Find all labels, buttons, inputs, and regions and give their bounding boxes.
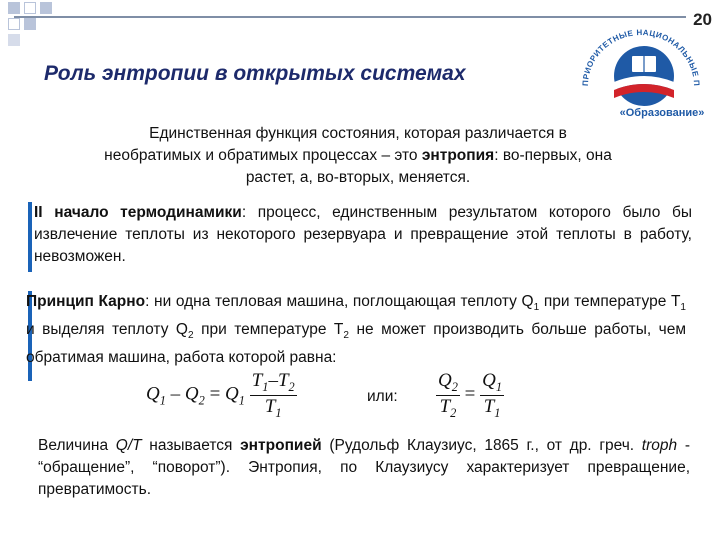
term-troph: troph [641,437,678,454]
formula-work: $Q_1 - Q_2 = Q_1$ $\frac{T_1-T_2}{T_1}$ [146,370,295,420]
fraction-temps: $\frac{T_1-T_2}{T_1}$ [251,370,295,420]
term-second-law: II начало термодинамики [34,204,242,221]
logo-natl-projects [566,24,716,122]
paragraph-definition [28,123,688,189]
page-number: 20 [693,10,712,29]
logo-label: «Образование» [619,107,705,119]
term-carnot: Принцип Карно [26,293,146,310]
logo-ring-text: ПРИОРИТЕТНЫЕ НАЦИОНАЛЬНЫЕ П [580,27,702,87]
paragraph-carnot: Принцип Карно: ни одна тепловая машина, поглощающая теплоту $Q_1$ при температуре $T_1$ и выделяя теплоту $Q_2$ при температуре $T_2$ не может производить больше работы, чем обратимая машина, работа которой равна: [26,293,687,367]
accent-bar [28,202,32,272]
second-law-text: : процесс, единственным результатом которого было бы извлечение теплоты из некоторого резервуара и превращение этой теплоты в работу, невозможен. [34,204,692,265]
paragraph-entropy-definition: Величина Q/T называется энтропией (Рудольф Клаузиус, 1865 г., от др. греч. troph - “обращение”, “поворот”). Энтропия, по Клаузиусу характеризует превращение, превратимость. [38,437,690,498]
para1-line2: необратимых и обратимых процессах – это энтропия: во-первых, она [104,147,612,164]
paragraph-second-law [34,202,692,268]
para1-line3: растет, а, во-вторых, меняется. [245,169,471,186]
fraction-q2-t2: $\frac{Q_2}{T_2}$ [438,370,458,420]
formula-ratio: $\frac{Q_2}{T_2}$ = $\frac{Q_1}{T_1}$ [438,370,503,420]
header-rule [14,16,686,18]
term-entropy: энтропия [421,147,495,164]
para1-line1: Единственная функция состояния, которая различается в [149,125,567,142]
term-entropy-def: энтропией [240,437,322,454]
logo-emblem-icon [566,24,716,122]
fraction-q1-t1: $\frac{Q_1}{T_1}$ [482,370,503,420]
or-label: или: [367,388,398,405]
slide-title: Роль энтропии в открытых системах [44,62,466,85]
term-q-over-t: Q/T [115,437,142,454]
